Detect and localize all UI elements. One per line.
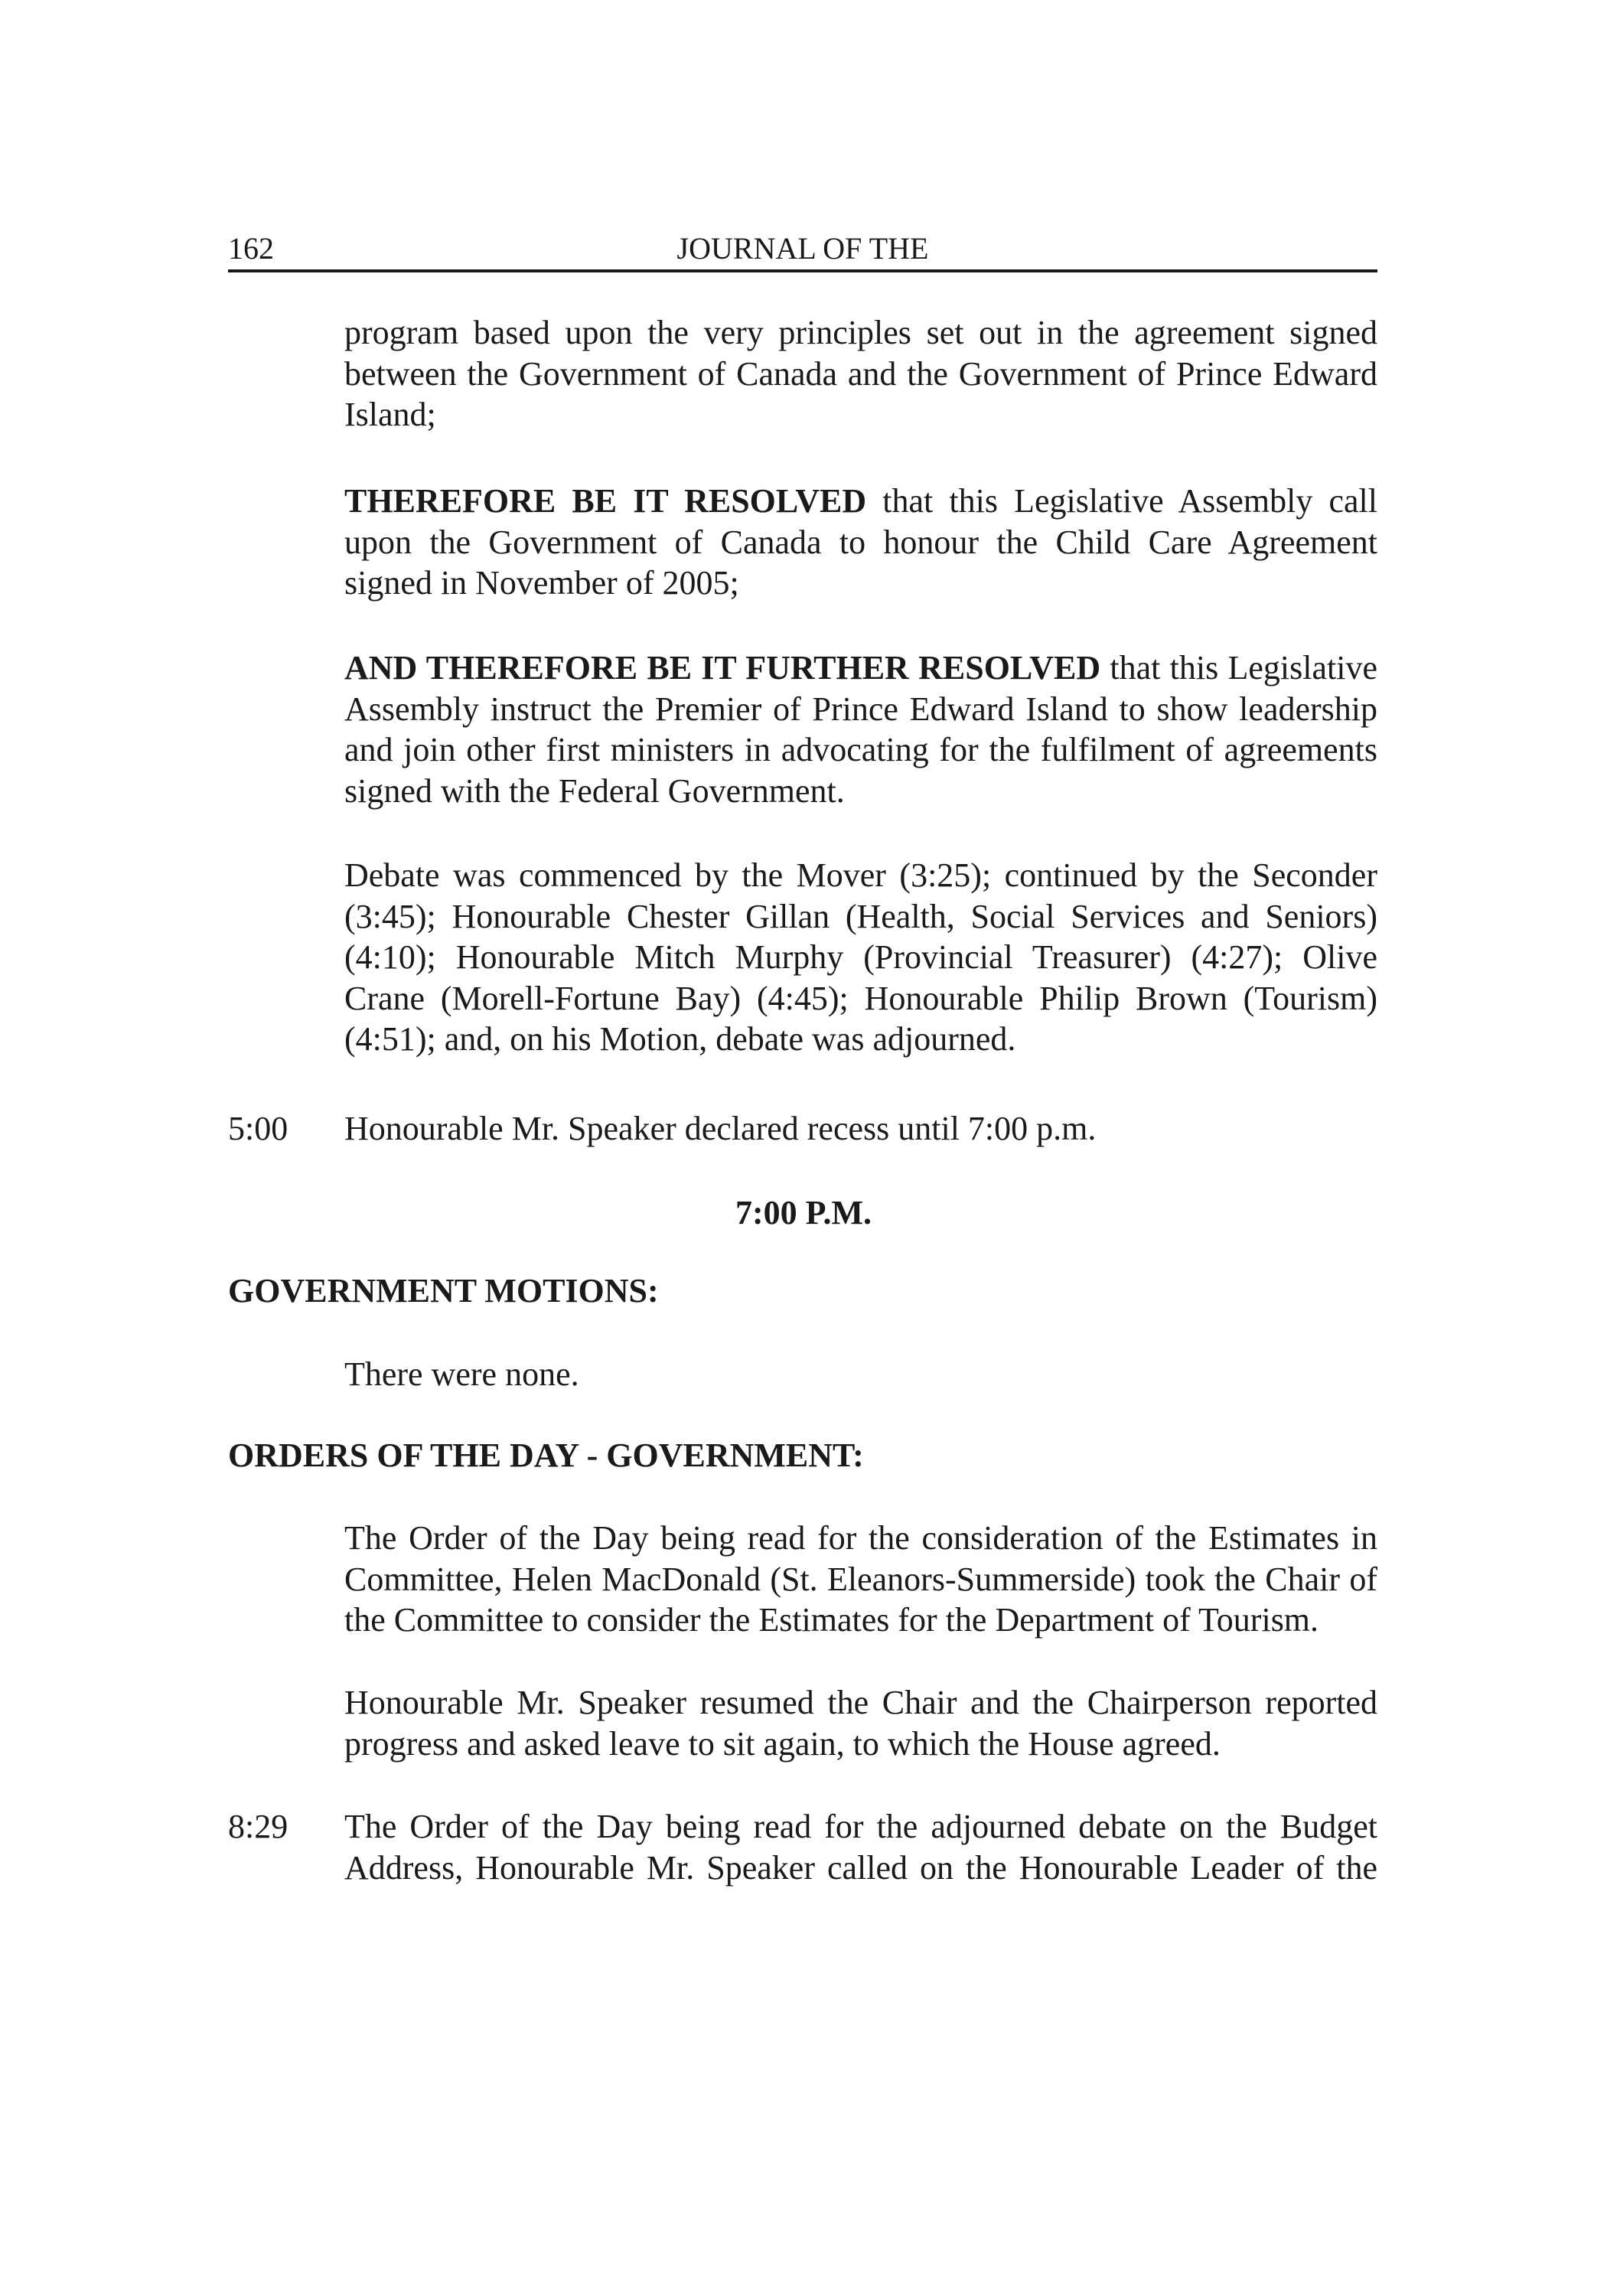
heading-government-motions: GOVERNMENT MOTIONS: <box>228 1272 659 1309</box>
paragraph-further-resolution <box>344 647 1377 811</box>
paragraph-budget-debate: The Order of the Day being read for the adjourned debate on the Budget Address, Honourable Mr. Speaker called on the Honourable Leader of the <box>344 1808 1377 1887</box>
heading-orders-of-the-day: ORDERS OF THE DAY - GOVERNMENT: <box>228 1437 864 1474</box>
paragraph-estimates: The Order of the Day being read for the consideration of the Estimates in Committee, Helen MacDonald (St. Eleanors-Summerside) took the Chair of the Committee to consider the Estimates for the Department of Tourism. <box>344 1519 1377 1639</box>
resolution-text: that this Legislative Assembly call upon the Government of Canada to honour the Child Care Agreement signed in November of 2005; <box>344 482 1377 602</box>
paragraph-speaker-resumed: Honourable Mr. Speaker resumed the Chair and the Chairperson reported progress and asked leave to sit again, to which the House agreed. <box>344 1684 1377 1763</box>
none-text: There were none. <box>344 1355 579 1393</box>
paragraph-agreement-principles: program based upon the very principles set out in the agreement signed between the Government of Canada and the Government of Prince Edward Island; <box>344 314 1377 433</box>
paragraph-debate: Debate was commenced by the Mover (3:25); continued by the Seconder (3:45); Honourable Chester Gillan (Health, Social Services and Seniors) (4:10); Honourable Mitch Murphy (Provincial Treasurer) (4:27); Olive Crane (Morell-Fortune Bay) (4:45); Honourable Philip Brown (Tourism) (4:51); and, on his Motion, debate was adjourned. <box>344 856 1377 1058</box>
resolution-lead: THEREFORE BE IT RESOLVED <box>344 482 867 520</box>
recess-time: 5:00 <box>228 1110 288 1147</box>
evening-sitting-time: 7:00 P.M. <box>735 1194 872 1231</box>
running-title: JOURNAL OF THE <box>676 231 929 266</box>
running-header <box>228 228 1377 272</box>
recess-text: Honourable Mr. Speaker declared recess until 7:00 p.m. <box>344 1110 1097 1147</box>
further-resolution-lead: AND THEREFORE BE IT FURTHER RESOLVED <box>344 649 1101 687</box>
further-resolution-text: that this Legislative Assembly instruct the Premier of Prince Edward Island to show leadership and join other first ministers in advocating for the fulfilment of agreements signed with the Federal Government. <box>344 649 1377 810</box>
page-number: 162 <box>228 231 274 266</box>
paragraph-resolution <box>344 481 1377 604</box>
budget-time: 8:29 <box>228 1808 288 1845</box>
